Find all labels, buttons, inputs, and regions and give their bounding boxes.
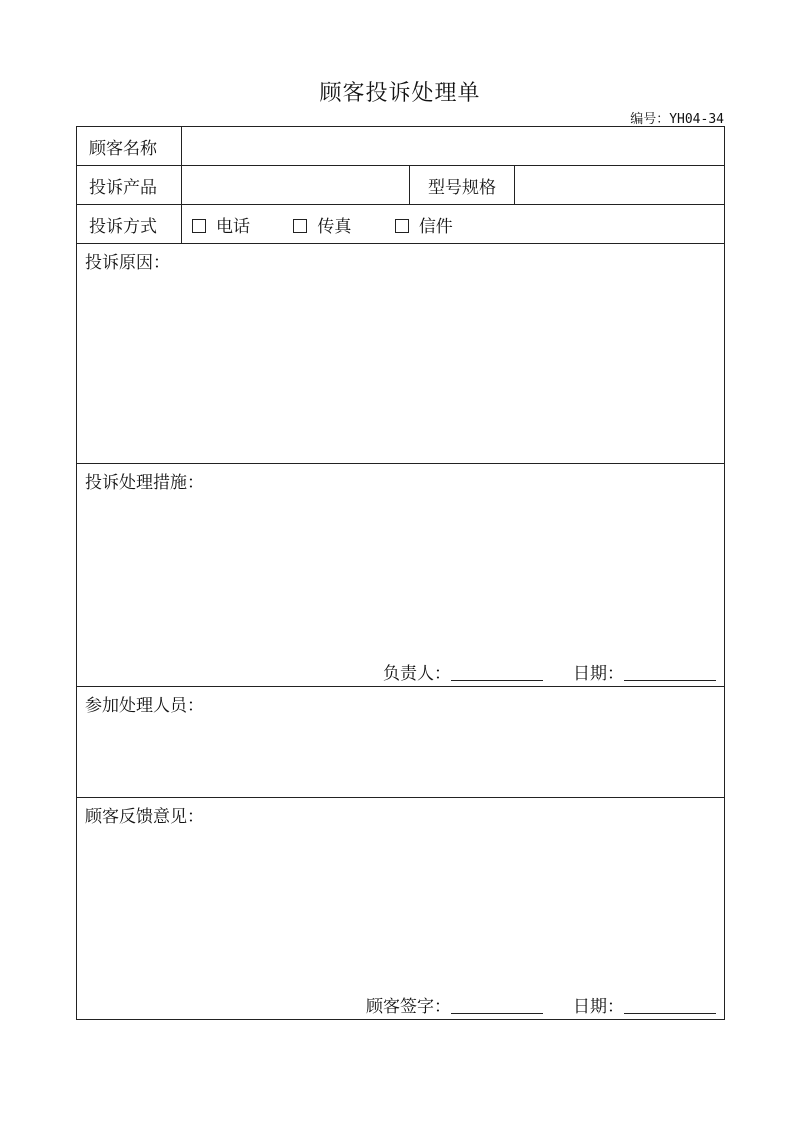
method-option-label: 信件: [418, 216, 453, 237]
method-option-label: 传真: [317, 216, 352, 237]
checkbox-icon[interactable]: [293, 219, 307, 233]
responsible-label: 负责人：: [383, 664, 452, 684]
method-option-fax[interactable]: [293, 212, 351, 237]
product-label: 投诉产品: [77, 166, 182, 205]
checkbox-icon[interactable]: [192, 219, 206, 233]
complaint-form-table: [76, 126, 725, 1020]
date-label: 日期：: [573, 664, 625, 684]
feedback-label: 顾客反馈意见：: [85, 807, 204, 827]
customer-name-field[interactable]: [182, 127, 725, 166]
model-label: 型号规格: [410, 166, 515, 205]
participants-section: [77, 687, 725, 798]
responsible-sign-line: [383, 659, 716, 684]
participants-field[interactable]: [77, 687, 725, 798]
customer-sign-label: 顾客签字：: [366, 997, 452, 1017]
customer-name-label: 顾客名称: [77, 127, 182, 166]
date-blank[interactable]: [624, 999, 716, 1014]
customer-sign-line: [366, 992, 716, 1017]
feedback-field[interactable]: [77, 798, 725, 1020]
measures-field[interactable]: [77, 464, 725, 687]
customer-sign-blank[interactable]: [451, 999, 543, 1014]
document-number-value: YH04-34: [669, 112, 724, 127]
customer-name-row: [77, 127, 725, 166]
method-options: [182, 205, 725, 244]
product-row: [77, 166, 725, 205]
responsible-blank[interactable]: [451, 666, 543, 681]
method-label: 投诉方式: [77, 205, 182, 244]
reason-section: [77, 244, 725, 464]
reason-label: 投诉原因：: [85, 253, 170, 273]
method-row: [77, 205, 725, 244]
product-field[interactable]: [182, 166, 410, 205]
checkbox-icon[interactable]: [395, 219, 409, 233]
measures-section: [77, 464, 725, 687]
form-title: 顾客投诉处理单: [319, 81, 481, 106]
measures-label: 投诉处理措施：: [85, 473, 204, 493]
date-label: 日期：: [573, 997, 625, 1017]
method-option-letter[interactable]: [395, 212, 453, 237]
document-number-label: 编号：: [630, 112, 670, 127]
date-blank[interactable]: [624, 666, 716, 681]
model-field[interactable]: [515, 166, 725, 205]
feedback-section: [77, 798, 725, 1020]
participants-label: 参加处理人员：: [85, 696, 204, 716]
reason-field[interactable]: [77, 244, 725, 464]
document-number: [630, 108, 724, 127]
method-option-phone[interactable]: [192, 212, 250, 237]
method-option-label: 电话: [216, 216, 250, 237]
